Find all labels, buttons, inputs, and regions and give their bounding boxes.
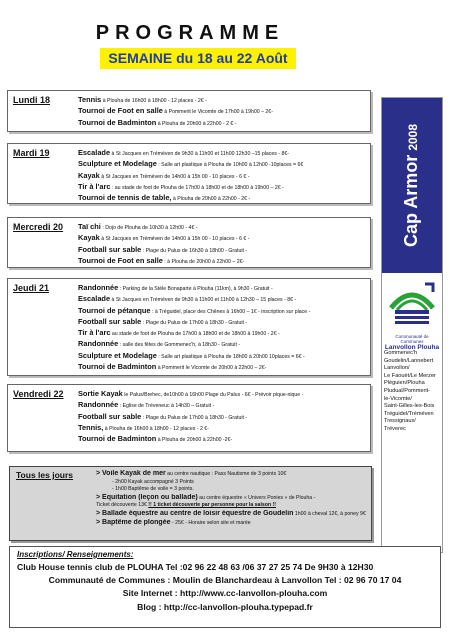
activity-details: : Dojo de Plouha de 10h30 à 12h00 - 4€ - bbox=[100, 225, 198, 231]
day-activities bbox=[78, 95, 368, 129]
commune-item: Tressignaux/ bbox=[384, 418, 416, 425]
activity-name: Football sur sable bbox=[78, 316, 142, 326]
activity-row bbox=[78, 118, 368, 129]
daily-activities-box bbox=[9, 466, 372, 541]
day-activities bbox=[78, 283, 368, 373]
logo-caption-small: Communauté de Communes bbox=[395, 334, 429, 344]
daily-line-details: - 1h00 Baptême de voile = 3 points. bbox=[112, 486, 194, 493]
activity-row bbox=[78, 233, 368, 244]
activity-row bbox=[78, 283, 368, 294]
activity-row bbox=[78, 294, 368, 305]
activity-row bbox=[78, 148, 368, 159]
commune-item: Pludual/Pommerit- bbox=[384, 387, 431, 394]
day-box bbox=[7, 384, 371, 452]
activity-name: Sortie Kayak bbox=[78, 389, 123, 398]
day-label: Jeudi 21 bbox=[13, 283, 50, 293]
activity-name: Tournoi de Badminton bbox=[78, 362, 157, 372]
activity-details: : Eglise de Tréveneuc à 14h30 – Gratuit - bbox=[118, 403, 215, 410]
info-line: Club House tennis club de PLOUHA Tel :02 96 22 48 63 /06 37 27 25 74 De 9H30 à 12H30 bbox=[17, 562, 374, 572]
activity-name: Tournoi de pétanque bbox=[78, 305, 151, 315]
activity-row bbox=[78, 328, 368, 339]
info-title: Inscriptions/ Renseignements: bbox=[17, 550, 134, 559]
communes-list bbox=[384, 350, 442, 434]
daily-line-details: au centre équestre « Univers Ponies » de Plouha - bbox=[197, 494, 316, 501]
day-activities bbox=[78, 148, 368, 204]
activity-row bbox=[78, 317, 368, 328]
activity-details: le Palus/Brehec, de10h00 à 16h00 Plage du Palus - 6€ - Prévoir pique-nique - bbox=[122, 392, 304, 398]
activity-row bbox=[78, 95, 368, 106]
commune-item: Le Faouët/Le Merzer bbox=[384, 372, 436, 379]
activity-name: Sculpture et Modelage bbox=[78, 159, 157, 169]
activity-name: Kayak bbox=[78, 170, 100, 180]
info-line: Site Internet : http://www.cc-lanvollon-plouha.com bbox=[122, 588, 328, 599]
commune-item: Lanvollon/ bbox=[384, 365, 410, 372]
week-banner: SEMAINE du 18 au 22 Août bbox=[100, 48, 296, 69]
day-box bbox=[7, 143, 371, 204]
activity-details: : au stade de foot de Plouha de 17h00 à 18h00 et de 18h00 à 19h00 – 2€ - bbox=[110, 184, 284, 191]
sidebar-panel bbox=[381, 97, 443, 553]
day-label: Mercredi 20 bbox=[13, 222, 64, 232]
activity-name: Tournoi de Badminton bbox=[78, 434, 157, 444]
daily-title: Tous les jours bbox=[16, 470, 73, 480]
info-line: Communauté de Communes : Moulin de Blanchardeau à Lanvollon Tel : 02 96 70 17 04 bbox=[48, 575, 402, 586]
activity-row bbox=[78, 245, 368, 256]
logo-caption bbox=[384, 334, 440, 351]
brand-main: Cap Armor bbox=[401, 154, 422, 248]
activity-row bbox=[78, 434, 368, 445]
activity-row bbox=[78, 182, 368, 193]
activity-row bbox=[78, 256, 368, 267]
daily-line-name: > Ballade équestre au centre de loisir équestre de Goudelin bbox=[96, 509, 294, 517]
activity-row bbox=[78, 412, 368, 423]
activity-details: à Pommerit le Vicomte de 20h00 à 22h00 – 2€- bbox=[156, 365, 267, 372]
day-activities bbox=[78, 222, 368, 267]
logo-caption-main: Lanvollon Plouha bbox=[384, 344, 440, 351]
activity-details: : à Plouha de 20h00 à 22h00 – 2€- bbox=[162, 258, 245, 265]
commune-item: Gommenec'h bbox=[384, 350, 418, 356]
daily-line-name: > Baptême de plongée bbox=[96, 518, 171, 526]
daily-line-details: au centre nautique : Pass Nautisme de 3 points 10€ bbox=[165, 471, 287, 477]
daily-line bbox=[96, 479, 368, 487]
commune-item: Pléguien/Plouha bbox=[384, 380, 425, 387]
activity-name: Kayak bbox=[78, 233, 100, 243]
activity-name: Tournoi de Foot en salle bbox=[78, 106, 163, 116]
commune-item: Tréguidel/Tréméven bbox=[384, 410, 434, 417]
daily-line bbox=[96, 470, 368, 479]
activity-details: : salle des fêtes de Gommenec'h, à 18h30 - Gratuit - bbox=[118, 342, 241, 349]
activity-details: : Salle art plastique à Plouha de 10h00 à 12h00 -10places = 6€ bbox=[156, 162, 304, 169]
activity-row bbox=[78, 306, 368, 317]
activity-row bbox=[78, 389, 368, 400]
activity-details: : à Tréguidel, place des Chênes à 16h00 – 1€ - inscription sur place - bbox=[150, 308, 311, 315]
commune-item: Saint-Gilles-les-Bois bbox=[384, 403, 435, 410]
activity-name: Randonnée bbox=[78, 400, 119, 410]
info-box bbox=[9, 546, 441, 628]
daily-line bbox=[96, 519, 368, 528]
activity-row bbox=[78, 171, 368, 182]
activity-details: à Plouha de 16h00 à 18h00 - 12 places - 2 €- bbox=[103, 425, 209, 432]
daily-lines bbox=[96, 470, 368, 527]
daily-line bbox=[96, 486, 368, 494]
activity-name: Tennis, bbox=[78, 422, 104, 432]
commune-item: Tréverec bbox=[384, 425, 406, 432]
activity-name: Taï chi bbox=[78, 222, 101, 231]
day-label: Vendredi 22 bbox=[13, 389, 64, 399]
activity-details: à St Jacques en Tréméven de 14h00 à 15h 00 - 10 places - 6 € - bbox=[99, 236, 250, 243]
info-lines bbox=[10, 561, 440, 614]
daily-line-details: - 2h00 Kayak accompagné 3 Points bbox=[112, 478, 194, 485]
day-box bbox=[7, 90, 371, 132]
activity-row bbox=[78, 106, 368, 117]
activity-details: au stade de foot de Plouha de 17h00 à 18h00 et de 18h00 à 19h00 - 2€ - bbox=[110, 331, 280, 338]
brand-year: 2008 bbox=[406, 123, 421, 151]
commune-item: le-Vicomte/ bbox=[384, 395, 412, 402]
cap-armor-title bbox=[402, 124, 423, 247]
activity-details: à Plouha de 16h00 à 18h00 - 12 places - 2€ - bbox=[101, 98, 207, 104]
commune-item: Goudelin/Lannebert bbox=[384, 357, 434, 364]
activity-row bbox=[78, 400, 368, 411]
activity-details: : Parking de la Stèle Bonaparte à Plouha (11km), à 9h30 - Gratuit - bbox=[118, 286, 273, 292]
activity-details: : Salle art plastique à Plouha de 18h00 à 20h00 10places = 6€ - bbox=[156, 353, 305, 360]
activity-name: Football sur sable bbox=[78, 411, 142, 421]
page-title: PROGRAMME bbox=[95, 22, 285, 44]
activity-details: à Plouha de 20h00 à 22h00 - 2 € - bbox=[156, 120, 237, 127]
activity-details: : Plage du Palus de 16h30 à 18h00 - Gratuit - bbox=[141, 247, 248, 254]
activity-details: à St Jacques en Tréméven de 9h30 à 11h00 et 11h00 à 12h30 – 15 places - 8€ - bbox=[110, 297, 297, 304]
day-activities bbox=[78, 389, 368, 445]
activity-name: Randonnée bbox=[78, 283, 119, 292]
daily-line bbox=[96, 494, 368, 503]
activity-name: Escalade bbox=[78, 294, 111, 304]
activity-name: Tournoi de Foot en salle bbox=[78, 255, 163, 265]
activity-name: Randonnée bbox=[78, 339, 119, 349]
activity-name: Sculpture et Modelage bbox=[78, 350, 157, 360]
activity-row bbox=[78, 339, 368, 350]
activity-row bbox=[78, 193, 368, 204]
activity-name: Tir à l'arc bbox=[78, 181, 111, 191]
daily-line-name: > Voile Kayak de mer bbox=[96, 470, 166, 477]
daily-line-name: > Équitation (leçon ou ballade) bbox=[96, 493, 198, 501]
activity-details: à Pommerit le Vicomte de 17h00 à 19h00 – 2€- bbox=[162, 109, 273, 116]
activity-name: Tennis bbox=[78, 95, 102, 104]
community-logo-icon bbox=[385, 278, 439, 334]
activity-details: à Plouha de 20h00 à 22h00 - 2€ - bbox=[171, 196, 251, 203]
cap-armor-banner bbox=[382, 98, 442, 273]
activity-name: Tournoi de tennis de table, bbox=[78, 193, 172, 203]
daily-line-emphasis: !! 1 ticket découverte par personne pour la saison !! bbox=[148, 502, 276, 509]
activity-details: à Plouha de 20h00 à 22h00 -2€- bbox=[156, 437, 233, 444]
daily-line-details: 1h00 à cheval 12€, à poney 9€ bbox=[293, 510, 366, 517]
activity-name: Tournoi de Badminton bbox=[78, 117, 157, 127]
activity-row bbox=[78, 362, 368, 373]
activity-row bbox=[78, 423, 368, 434]
day-box bbox=[7, 278, 371, 376]
activity-name: Escalade bbox=[78, 148, 111, 157]
activity-name: Tir à l'arc bbox=[78, 328, 111, 338]
activity-name: Football sur sable bbox=[78, 244, 142, 254]
daily-line-details: - 25€ - Horaire selon site et marée bbox=[170, 519, 251, 526]
activity-details: : Plage du Palus de 17h00 à 18h30 - Gratuit - bbox=[141, 319, 248, 326]
activity-details: : Plage du Palus de 17h00 à 18h30 - Gratuit - bbox=[141, 414, 248, 421]
day-box bbox=[7, 217, 371, 268]
activity-details: à St Jacques en Tréméven de 9h30 à 11h00 et 11h00 12h30 –15 places - 8€- bbox=[110, 151, 289, 157]
info-line: Blog : http://cc-lanvollon-plouha.typepad.fr bbox=[137, 601, 313, 612]
daily-line bbox=[96, 510, 368, 519]
activity-row bbox=[78, 351, 368, 362]
day-label: Lundi 18 bbox=[13, 95, 51, 105]
activity-row bbox=[78, 159, 368, 170]
daily-line bbox=[96, 502, 368, 510]
activity-details: à St Jacques en Tréméven de 14h00 à 15h 00 - 10 places - 6 € - bbox=[99, 173, 250, 180]
activity-row bbox=[78, 222, 368, 233]
day-label: Mardi 19 bbox=[13, 148, 50, 158]
daily-line-details: Ticket découverte 13€ bbox=[96, 502, 149, 509]
